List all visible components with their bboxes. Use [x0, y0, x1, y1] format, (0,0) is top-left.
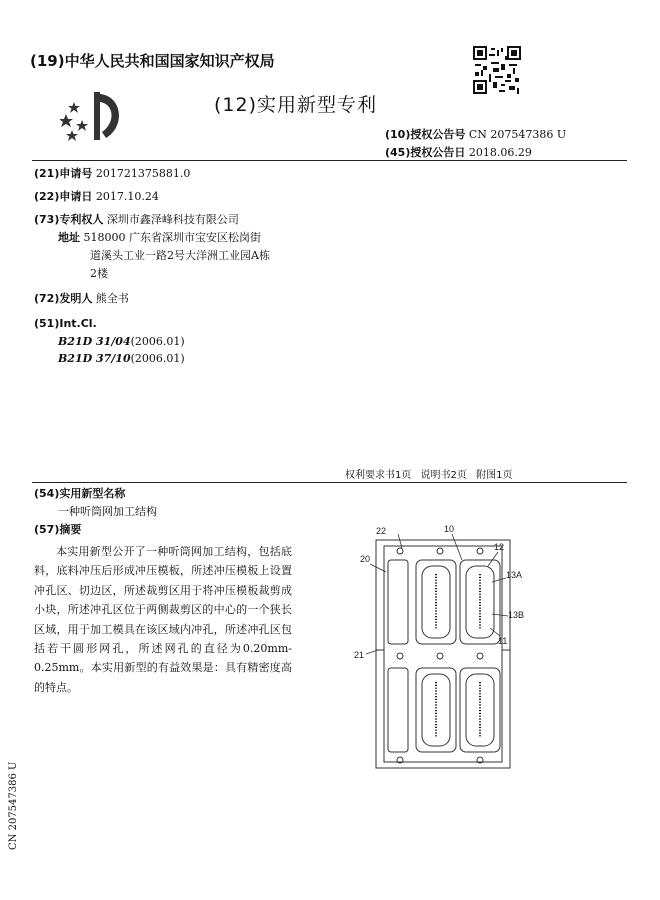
address: 地址 518000 广东省深圳市宝安区松岗街	[58, 231, 261, 244]
figure-label: 22	[376, 526, 387, 536]
issuing-office: (19)中华人民共和国国家知识产权局	[30, 52, 275, 70]
figure-label: 21	[354, 650, 365, 660]
ipc-label: (51)Int.Cl.	[34, 317, 97, 330]
cnipa-logo	[60, 86, 130, 146]
figure-label: 10	[444, 524, 455, 534]
figure-label: 12	[494, 542, 505, 552]
patentee: (73)专利权人 深圳市鑫泽峰科技有限公司	[34, 213, 239, 226]
header-rule	[32, 160, 627, 161]
application-number: (21)申请号 201721375881.0	[34, 167, 191, 180]
utility-title: 一种听筒网加工结构	[58, 505, 157, 518]
ipc-entry: B21D 37/10(2006.01)	[58, 352, 185, 365]
section-rule	[32, 482, 627, 483]
inventor: (72)发明人 熊全书	[34, 292, 129, 305]
abstract-label: (57)摘要	[34, 523, 82, 536]
utility-title-label: (54)实用新型名称	[34, 487, 126, 500]
address-line-2: 道溪头工业一路2号大洋洲工业园A栋	[90, 249, 270, 262]
publication-number: (10)授权公告号 CN 207547386 U	[385, 128, 567, 141]
qr-code	[473, 46, 521, 94]
publication-date: (45)授权公告日 2018.06.29	[385, 146, 532, 159]
figure-label: 13B	[508, 610, 525, 620]
page-counts: 权利要求书1页 说明书2页 附图1页	[345, 470, 513, 481]
figure-label: 11	[498, 636, 508, 646]
ipc-entry: B21D 31/04(2006.01)	[58, 335, 185, 348]
abstract-text: 本实用新型公开了一种听筒网加工结构，包括底料，底料冲压后形成冲压模板，所述冲压模板上设置冲孔区、切边区，所述裁剪区用于将冲压模板裁剪成小块，所述冲孔区位于两侧裁剪区的中心的一个狭长区域，用于加工模具在该区域内冲孔，所述冲孔区包括若干圆形网孔，所述网孔的直径为0.20mm-0.25mm。本实用新型的有益效果是：具有精密度高的特点。	[34, 545, 292, 694]
side-publication-number: CN 207547386 U	[8, 761, 19, 850]
application-date: (22)申请日 2017.10.24	[34, 190, 159, 203]
figure-label: 13A	[506, 570, 523, 580]
patent-kind-title: (12)实用新型专利	[214, 94, 378, 116]
address-line-3: 2楼	[90, 267, 108, 280]
abstract-drawing	[340, 520, 530, 780]
figure-label: 20	[360, 554, 371, 564]
